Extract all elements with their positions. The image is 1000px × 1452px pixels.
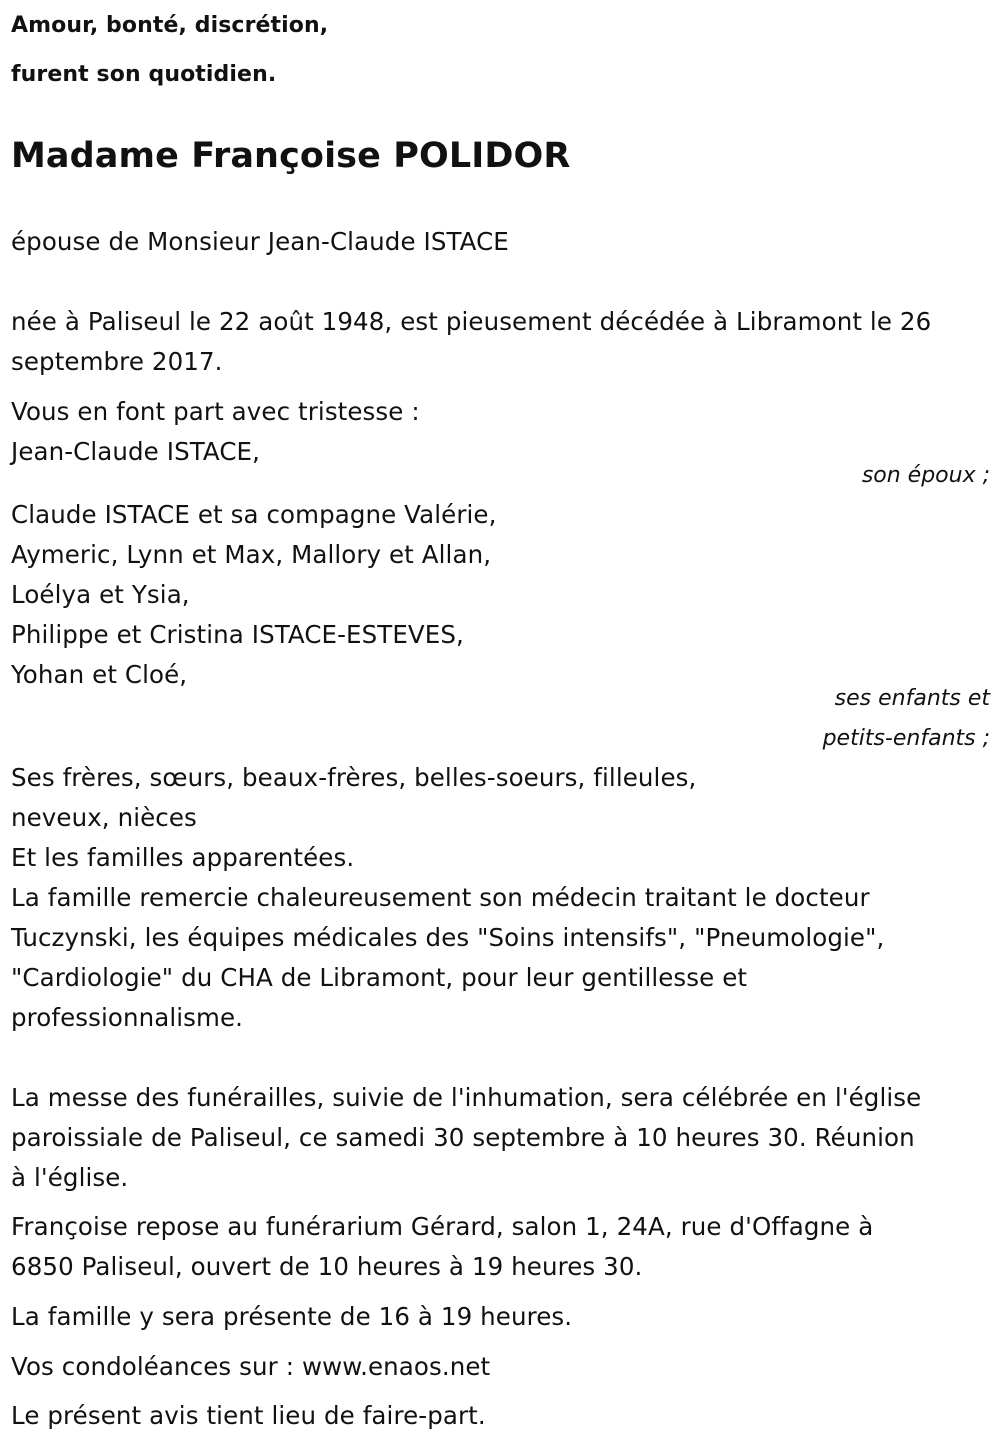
condolences-line: Vos condoléances sur : www.enaos.net: [11, 1352, 491, 1381]
children-role-line: ses enfants et: [834, 686, 990, 711]
funerarium-line: 6850 Paliseul, ouvert de 10 heures à 19 heures 30.: [11, 1252, 643, 1281]
spouse-line: épouse de Monsieur Jean-Claude ISTACE: [11, 227, 509, 256]
spouse-role: son époux ;: [861, 463, 990, 488]
children-line: Claude ISTACE et sa compagne Valérie,: [11, 500, 497, 529]
birth-death-line-1: née à Paliseul le 22 août 1948, est pieusement décédée à Libramont le 26: [11, 307, 932, 336]
spouse-name: Jean-Claude ISTACE,: [11, 437, 260, 466]
birth-death-line-2: septembre 2017.: [11, 347, 223, 376]
thanks-line: professionnalisme.: [11, 1003, 244, 1032]
thanks-line: "Cardiologie" du CHA de Libramont, pour leur gentillesse et: [11, 963, 748, 992]
mass-line: paroissiale de Paliseul, ce samedi 30 septembre à 10 heures 30. Réunion: [11, 1123, 915, 1152]
notice-line: Le présent avis tient lieu de faire-part.: [11, 1401, 486, 1430]
family-intro: Vous en font part avec tristesse :: [11, 397, 420, 426]
mass-line: La messe des funérailles, suivie de l'inhumation, sera célébrée en l'église: [11, 1083, 922, 1112]
children-role-line: petits-enfants ;: [822, 726, 990, 751]
children-line: Yohan et Cloé,: [11, 660, 188, 689]
children-line: Aymeric, Lynn et Max, Mallory et Allan,: [11, 540, 492, 569]
deceased-name: Madame Françoise POLIDOR: [11, 136, 571, 176]
family-presence: La famille y sera présente de 16 à 19 heures.: [11, 1302, 573, 1331]
children-line: Loélya et Ysia,: [11, 580, 190, 609]
children-line: Philippe et Cristina ISTACE-ESTEVES,: [11, 620, 464, 649]
relatives-line: neveux, nièces: [11, 803, 197, 832]
thanks-line: La famille remercie chaleureusement son médecin traitant le docteur: [11, 883, 870, 912]
funerarium-line: Françoise repose au funérarium Gérard, salon 1, 24A, rue d'Offagne à: [11, 1212, 874, 1241]
relatives-line: Ses frères, sœurs, beaux-frères, belles-soeurs, filleules,: [11, 763, 697, 792]
epitaph-line-1: Amour, bonté, discrétion,: [11, 13, 329, 38]
relatives-line: Et les familles apparentées.: [11, 843, 355, 872]
mass-line: à l'église.: [11, 1163, 129, 1192]
epitaph-line-2: furent son quotidien.: [11, 62, 277, 87]
thanks-line: Tuczynski, les équipes médicales des "Soins intensifs", "Pneumologie",: [11, 923, 885, 952]
